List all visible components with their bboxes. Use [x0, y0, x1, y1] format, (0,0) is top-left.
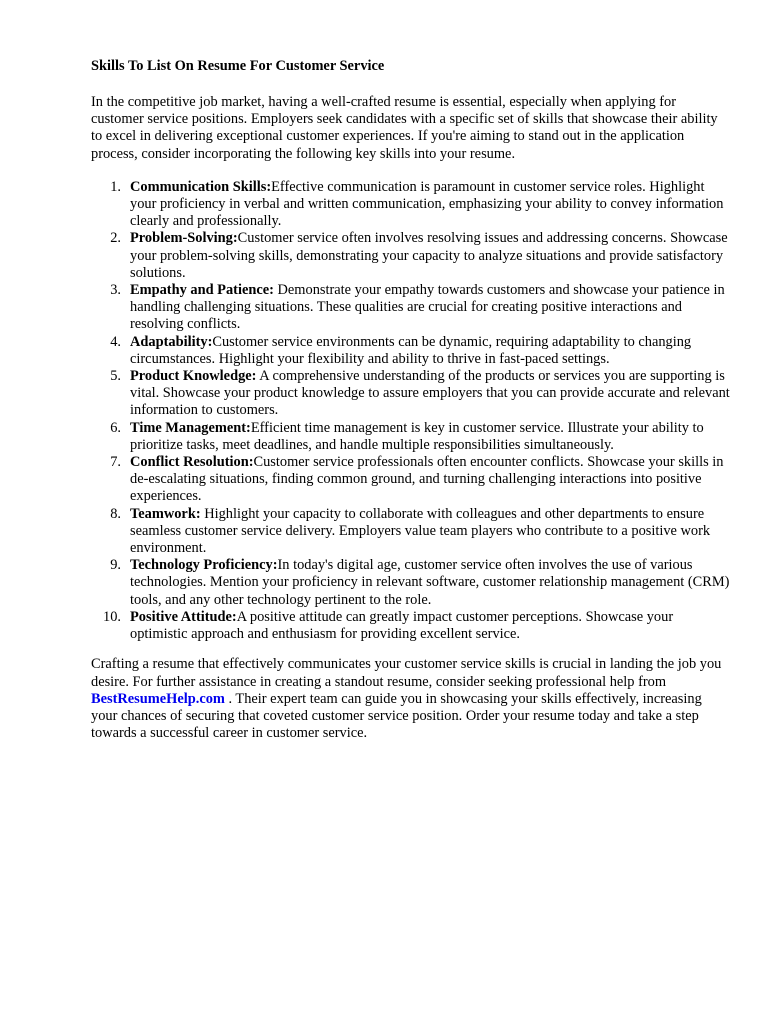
skills-list [91, 179, 731, 643]
skill-item [91, 506, 731, 558]
skill-name: Positive Attitude: [130, 608, 237, 625]
skill-number: 3. [110, 282, 121, 299]
skill-number: 4. [110, 333, 121, 350]
skill-description: Customer service often involves resolving issues and addressing concerns. Showcase your problem-solving skills, demonstrating your capacity to analyze situations and provide satisfactory solutions. [130, 230, 728, 281]
skill-item [91, 609, 731, 643]
skill-description: Customer service professionals often encounter conflicts. Showcase your skills in de-escalating situations, finding common ground, and turning challenging interactions into positive experiences. [130, 454, 724, 505]
skill-number: 8. [110, 505, 121, 522]
bestresumehelp-link[interactable]: BestResumeHelp.com [91, 690, 225, 707]
skill-item [91, 368, 731, 420]
closing-paragraph [91, 656, 731, 742]
skill-name: Empathy and Patience: [130, 282, 274, 299]
skill-name: Problem-Solving: [130, 230, 238, 247]
skill-number: 5. [110, 368, 121, 385]
document-title: Skills To List On Resume For Customer Service [91, 58, 385, 74]
skill-item [91, 282, 731, 334]
skill-item [91, 454, 731, 506]
skill-name: Conflict Resolution: [130, 454, 254, 471]
skill-name: Time Management: [130, 419, 251, 436]
skill-number: 7. [110, 454, 121, 471]
skill-description: A positive attitude can greatly impact customer perceptions. Showcase your optimistic approach and enthusiasm for providing excellent service. [130, 608, 674, 643]
skill-name: Adaptability: [130, 333, 213, 350]
skill-item [91, 557, 731, 609]
skill-item [91, 420, 731, 454]
skill-name: Technology Proficiency: [130, 557, 278, 574]
skill-name: Teamwork: [130, 505, 201, 522]
closing-text-end: . Their expert team can guide you in showcasing your skills effectively, increasing your chances of securing that coveted customer service position. Order your resume today and take a step towards a successful career in customer service. [91, 690, 702, 742]
skill-description: In today's digital age, customer service often involves the use of various technologies. Mention your proficiency in relevant software, customer relationship management (CRM) tools, and any other technology pertinent to the role. [130, 557, 730, 608]
skill-description: Demonstrate your empathy towards customers and showcase your patience in handling challenging situations. These qualities are crucial for creating positive interactions and resolving conflicts. [130, 282, 725, 333]
skill-item [91, 230, 731, 282]
skill-description: Efficient time management is key in customer service. Illustrate your ability to prioritize tasks, meet deadlines, and handle multiple responsibilities simultaneously. [130, 419, 704, 453]
skill-description: Customer service environments can be dynamic, requiring adaptability to changing circumstances. Highlight your flexibility and ability to thrive in fast-paced settings. [130, 333, 692, 367]
skill-name: Product Knowledge: [130, 368, 257, 385]
skill-number: 10. [103, 608, 121, 625]
skill-description: A comprehensive understanding of the products or services you are supporting is vital. Showcase your product knowledge to assure employers that you can provide accurate and relevant information to customers. [130, 368, 730, 419]
closing-text-start: Crafting a resume that effectively communicates your customer service skills is crucial in landing the job you desire. For further assistance in creating a standout resume, consider seeking professional help from [91, 656, 722, 690]
skill-item [91, 334, 731, 368]
skill-description: Effective communication is paramount in customer service roles. Highlight your proficiency in verbal and written communication, emphasizing your ability to convey information clearly and professionally. [130, 178, 724, 230]
intro-paragraph: In the competitive job market, having a well-crafted resume is essential, especially when applying for customer service positions. Employers seek candidates with a specific set of skills that showcase their ability to excel in delivering exceptional customer experiences. If you're aiming to stand out in the application process, consider incorporating the following key skills into your resume. [91, 94, 718, 162]
skill-name: Communication Skills: [130, 178, 272, 195]
skill-item [91, 179, 731, 231]
skill-number: 2. [110, 230, 121, 247]
document-page [91, 58, 731, 742]
skill-number: 1. [110, 178, 121, 195]
skill-description: Highlight your capacity to collaborate with colleagues and other departments to ensure seamless customer service delivery. Employers value team players who contribute to a positive work environment. [130, 505, 711, 557]
skill-number: 9. [110, 557, 121, 574]
skill-number: 6. [110, 419, 121, 436]
